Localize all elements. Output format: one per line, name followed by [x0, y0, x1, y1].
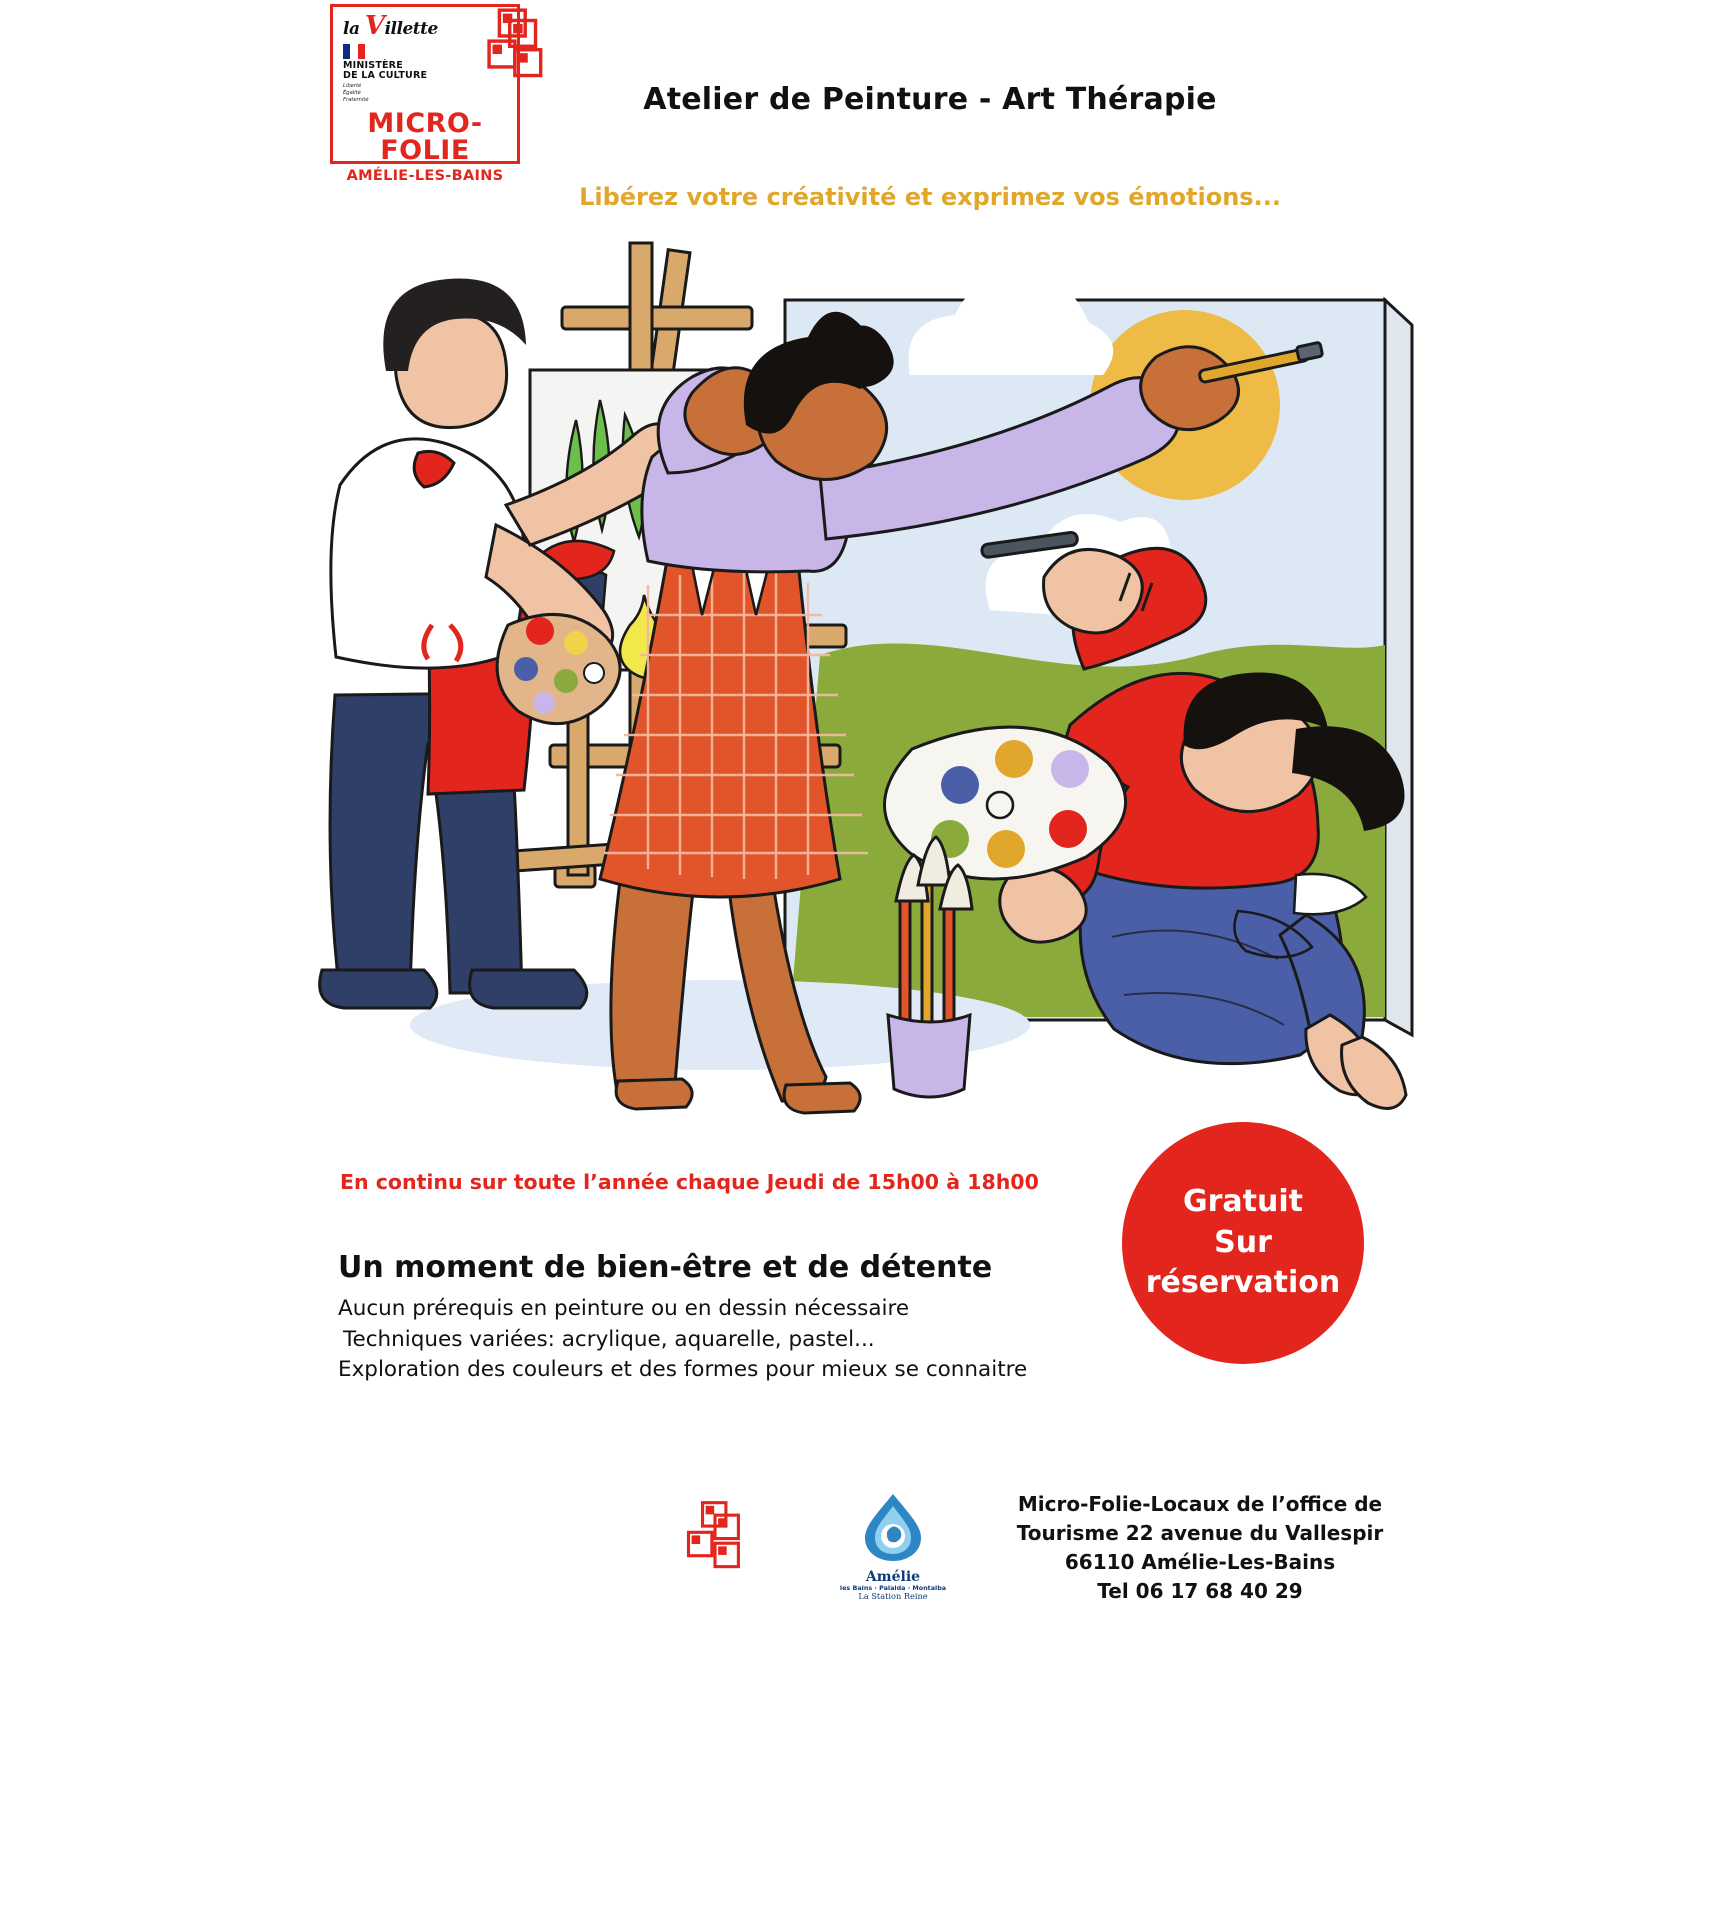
address-line-2: Tourisme 22 avenue du Vallespir	[1016, 1521, 1384, 1545]
micro-folie-city: AMÉLIE-LES-BAINS	[346, 167, 504, 184]
badge-line-2: Sur	[1214, 1224, 1272, 1260]
body-line-3: Exploration des couleurs et des formes pour mieux se connaitre	[338, 1357, 1028, 1383]
micro-folie-logo-block	[330, 4, 520, 184]
la-villette-v: V	[364, 11, 385, 41]
painting-workshop-illustration	[300, 225, 1430, 1155]
amelie-logo-tagline: La Station Reine	[858, 1591, 928, 1601]
badge-line-1: Gratuit	[1183, 1184, 1303, 1220]
water-drop-icon	[833, 1490, 953, 1564]
ministry-line-2: DE LA CULTURE	[343, 69, 428, 81]
contact-address	[990, 1490, 1410, 1606]
motto-line-2: Égalité	[343, 89, 361, 96]
address-phone: Tel 06 17 68 40 29	[1097, 1579, 1303, 1603]
la-villette-pre: la	[343, 19, 365, 39]
ministry-line-1: MINISTÈRE	[343, 60, 403, 71]
free-booking-badge	[1122, 1122, 1364, 1364]
motto-line-3: Fraternité	[343, 96, 369, 103]
amelie-logo-name: Amélie	[865, 1569, 921, 1585]
french-flag-icon	[343, 44, 365, 59]
address-line-3: 66110 Amélie-Les-Bains	[1064, 1550, 1336, 1574]
la-villette-post: illette	[384, 19, 438, 39]
badge-line-3: réservation	[1145, 1265, 1341, 1301]
amelie-les-bains-logo	[828, 1490, 958, 1601]
address-line-1: Micro-Folie-Locaux de l’office de	[1017, 1492, 1383, 1516]
amelie-logo-subtitle: les Bains · Palalda · Montalba	[839, 1584, 947, 1592]
footer-cubes-icon	[676, 1498, 754, 1576]
micro-folie-wordmark: MICRO-FOLIE	[367, 107, 483, 166]
body-details	[338, 1294, 1027, 1386]
page-subtitle: Libérez votre créativité et exprimez vos émotions...	[579, 183, 1281, 211]
body-line-2: Techniques variées: acrylique, aquarelle, pastel...	[343, 1326, 875, 1352]
paint-palette-right	[884, 727, 1125, 879]
cubes-icon	[465, 5, 551, 91]
page-title: Atelier de Peinture - Art Thérapie	[643, 82, 1217, 117]
body-line-1: Aucun prérequis en peinture ou en dessin nécessaire	[338, 1296, 910, 1321]
body-heading: Un moment de bien-être et de détente	[338, 1250, 993, 1285]
motto-line-1: Liberté	[343, 82, 362, 89]
schedule-text: En continu sur toute l’année chaque Jeudi de 15h00 à 18h00	[340, 1170, 1039, 1194]
